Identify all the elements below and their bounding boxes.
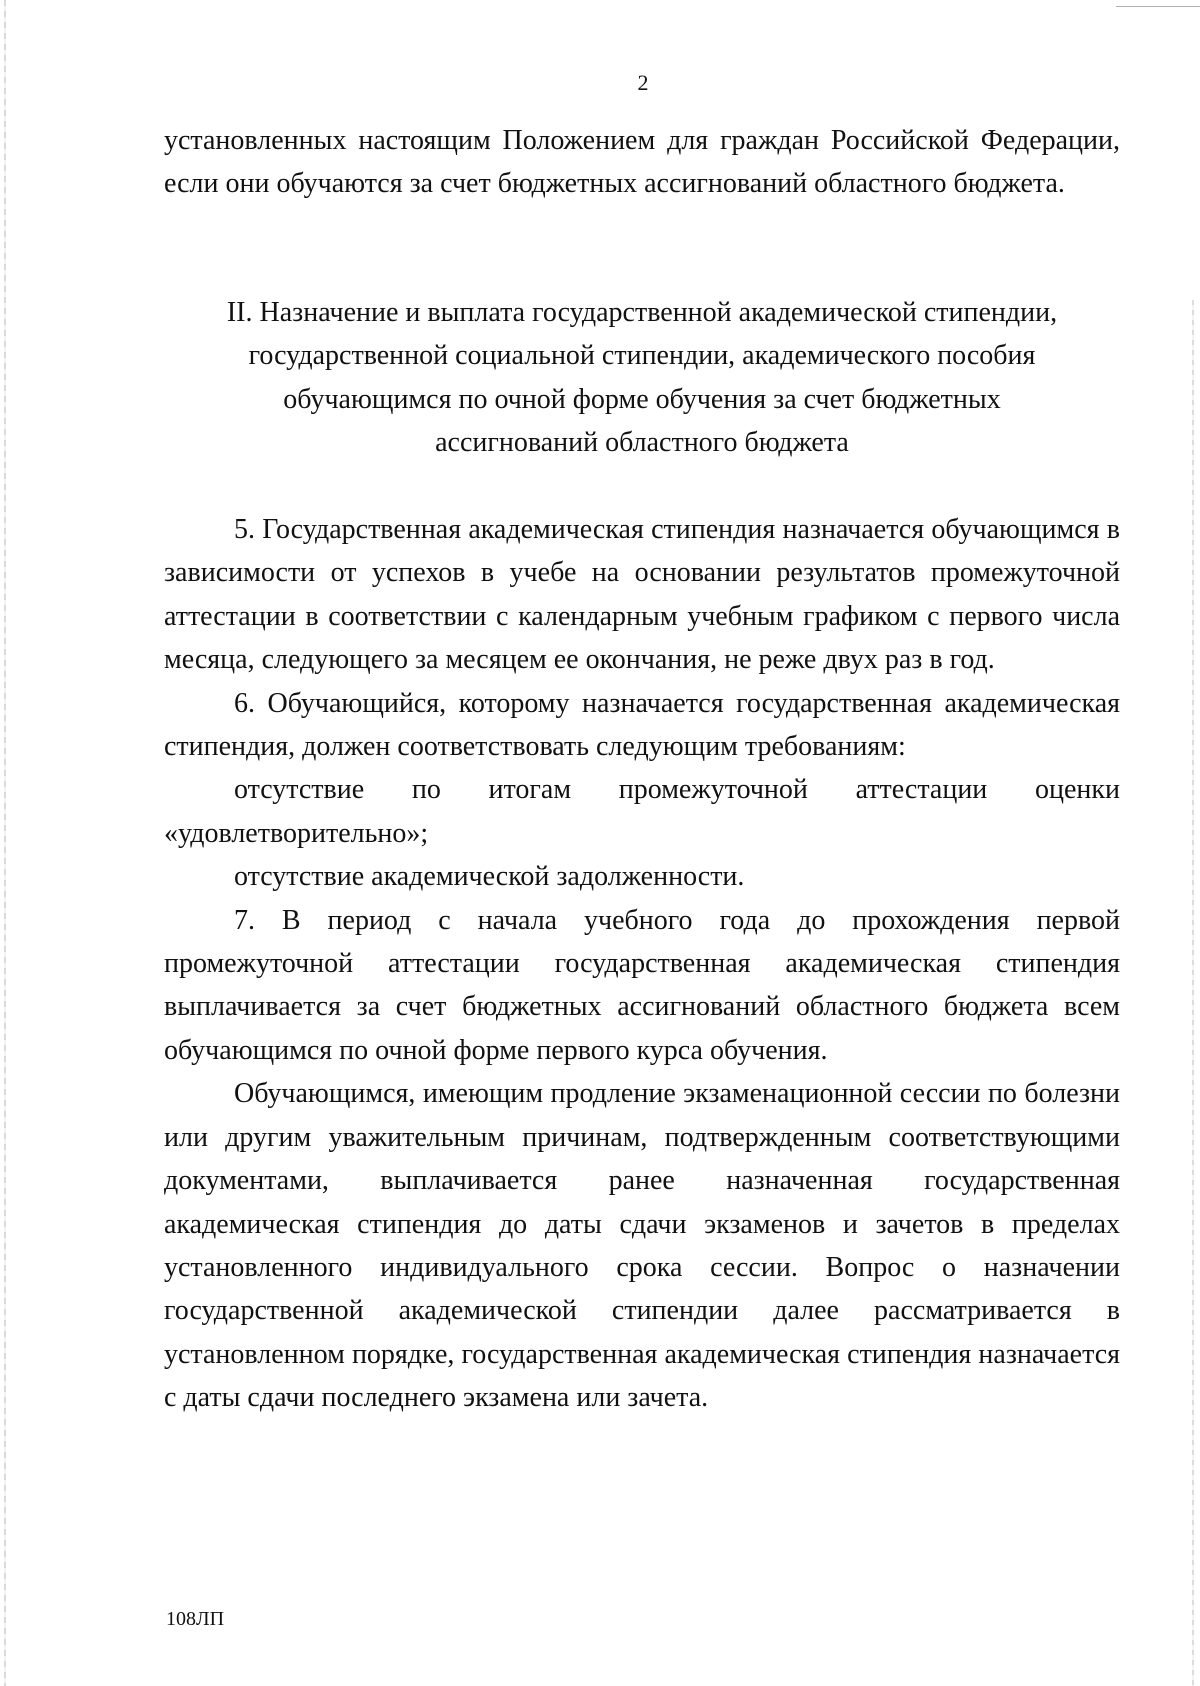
top-paragraph: установленных настоящим Положением для граждан Российской Федерации, если они обучаются за счет бюджетных ассигнований областного бюджета.: [164, 125, 1120, 200]
paragraph-6: 6. Обучающийся, которому назначается государственная академическая стипендия, должен соответствовать следующим требованиям:: [164, 687, 1120, 763]
body-text: [164, 508, 1120, 1420]
section-heading-line: государственной социальной стипендии, академического пособия: [248, 340, 1036, 372]
paragraph-7-continued: Обучающимся, имеющим продление экзаменационной сессии по болезни или другим уважительным причинам, подтвержденным соответствующими документами, выплачивается ранее назначенная государственная академическая стипендия до даты сдачи экзаменов и зачетов в пределах установленного индивидуального срока сессии. Вопрос о назначении государственной академической стипендии далее рассматривается в установленном порядке, государственная академическая стипендия назначается с даты сдачи последнего экзамена или зачета.: [164, 1078, 1120, 1414]
scan-edge-right: [1192, 300, 1194, 1686]
top-paragraph-block: [164, 119, 1120, 206]
page-number: 2: [637, 70, 649, 95]
section-heading-line: II. Назначение и выплата государственной академической стипендии,: [226, 297, 1058, 328]
requirement-1: отсутствие по итогам промежуточной аттестации оценки «удовлетворительно»;: [164, 774, 1120, 849]
section-heading: [164, 291, 1120, 465]
footer-document-code: 108ЛП: [166, 1608, 225, 1630]
scan-edge-left: [4, 0, 6, 1686]
section-heading-line: ассигнований областного бюджета: [435, 427, 849, 459]
paragraph-7: 7. В период с начала учебного года до прохождения первой промежуточной аттестации государственная академическая стипендия выплачивается за счет бюджетных ассигнований областного бюджета всем обучающимся по очной форме первого курса обучения.: [164, 904, 1120, 1066]
scan-line-top: [1116, 6, 1200, 7]
section-heading-line: обучающимся по очной форме обучения за счет бюджетных: [283, 383, 1001, 415]
paragraph-5: 5. Государственная академическая стипендия назначается обучающимся в зависимости от успехов в учебе на основании результатов промежуточной аттестации в соответствии с календарным учебным графиком с первого числа месяца, следующего за месяцем ее окончания, не реже двух раз в год.: [164, 514, 1120, 676]
requirement-2: отсутствие академической задолженности.: [234, 861, 745, 893]
